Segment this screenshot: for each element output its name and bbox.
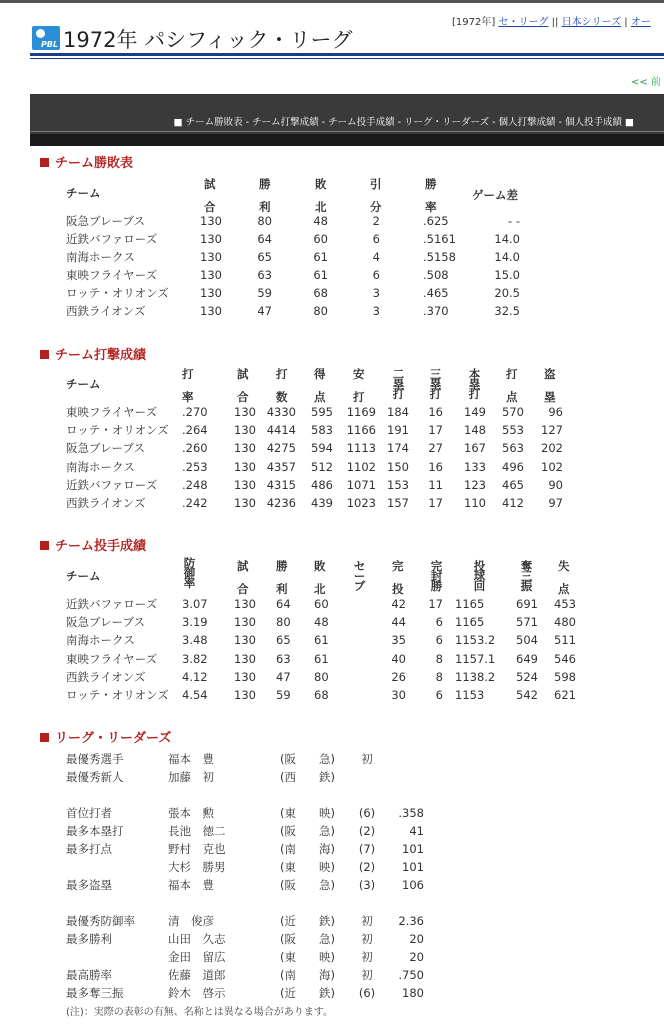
npb-logo-icon: PBL [32, 26, 60, 50]
table-cell: 80 [257, 214, 272, 228]
table-cell: 130 [234, 496, 256, 510]
table-cell: 最多盗塁 [66, 878, 112, 892]
table-cell: 1071 [346, 477, 376, 492]
col-header: 率 [425, 200, 437, 214]
table-cell: 16 [428, 405, 443, 419]
table-cell: 47 [257, 304, 272, 318]
table-cell: (2) [358, 824, 376, 838]
col-header: 勝 [259, 177, 271, 191]
table-cell: 1023 [346, 496, 376, 510]
col-header: 試 [204, 177, 216, 191]
table-cell: 1169 [346, 405, 376, 419]
col-header: 利 [259, 200, 271, 214]
table-cell: (阪 急) [280, 824, 335, 838]
col-header: 打 [276, 367, 288, 381]
table-cell: 3 [372, 304, 380, 318]
table-cell: .253 [182, 459, 208, 474]
table-cell: 130 [200, 214, 222, 228]
table-cell: 148 [464, 423, 486, 438]
table-cell: 近鉄バファローズ [66, 597, 158, 611]
table-cell: 130 [234, 405, 256, 419]
col-header: 打 [353, 390, 365, 404]
table-cell: 130 [234, 669, 256, 684]
table-cell: 101 [402, 860, 424, 874]
table-cell: 3.19 [182, 615, 208, 630]
table-cell: 130 [234, 477, 256, 492]
col-header: 合 [237, 390, 249, 404]
table-cell: .264 [182, 423, 208, 438]
table-cell: 511 [554, 633, 576, 648]
table-cell: 480 [554, 615, 576, 630]
table-cell: (阪 急) [280, 878, 335, 892]
col-header: 分 [370, 200, 382, 214]
table-cell: 61 [313, 268, 328, 282]
table-cell: 鈴木 啓示 [168, 986, 226, 1000]
section-standings-title: チーム勝敗表 [40, 152, 133, 171]
table-cell: 最多奪三振 [66, 986, 124, 1000]
table-cell: 130 [234, 597, 256, 611]
col-header: 失 [558, 559, 570, 573]
table-cell: 180 [402, 986, 424, 1000]
table-cell: ロッテ・オリオンズ [66, 688, 169, 702]
table-cell: .5158 [423, 250, 456, 264]
table-cell: 48 [313, 214, 328, 228]
table-cell: 4236 [266, 496, 296, 510]
col-header-team: チーム [66, 377, 101, 391]
table-cell: (東 映) [280, 860, 335, 874]
table-cell: 4.54 [182, 688, 208, 702]
table-cell: 14.0 [494, 232, 520, 246]
table-cell: 48 [314, 615, 329, 630]
table-cell: 4330 [266, 405, 296, 419]
table-cell: 6 [372, 232, 380, 246]
table-cell: 570 [502, 405, 524, 419]
table-cell: .270 [182, 405, 208, 419]
table-cell: 東映フライヤーズ [66, 651, 158, 666]
table-cell: 20 [409, 932, 424, 946]
col-header: 点 [506, 390, 518, 404]
table-cell: 1166 [346, 423, 376, 438]
table-cell: 近鉄バファローズ [66, 232, 158, 246]
table-cell: .242 [182, 496, 208, 510]
table-cell: .750 [398, 968, 424, 982]
table-cell: 8 [435, 669, 443, 684]
table-cell: (南 海) [280, 842, 335, 856]
table-cell: (近 鉄) [280, 986, 335, 1000]
table-cell: 64 [257, 232, 272, 246]
table-cell: 202 [541, 441, 563, 456]
col-header: 数 [276, 390, 288, 404]
table-cell: 571 [516, 615, 538, 630]
table-cell: (西 鉄) [280, 770, 335, 784]
table-cell: 130 [234, 615, 256, 630]
table-cell: 524 [516, 669, 538, 684]
col-header: 試 [237, 559, 249, 573]
col-header: 完 封 勝 [430, 559, 443, 593]
table-cell: 阪急ブレーブス [66, 214, 146, 228]
table-cell: (東 映) [280, 950, 335, 964]
col-header: 完 [392, 559, 404, 573]
table-cell: 1153 [455, 688, 485, 702]
table-cell: 123 [464, 477, 486, 492]
table-cell: (東 映) [280, 806, 335, 820]
table-cell: 清 俊彦 [168, 914, 214, 928]
col-header: 盗 [544, 367, 556, 381]
nav-bar [30, 94, 664, 146]
col-header: 投 球 回 [473, 559, 486, 593]
table-cell: 583 [311, 423, 333, 438]
table-cell: (阪 急) [280, 932, 335, 946]
table-cell: 福本 豊 [168, 752, 214, 766]
link-japan-series[interactable]: 日本シリーズ [561, 17, 622, 28]
table-cell: 542 [516, 688, 538, 702]
table-cell: 41 [409, 824, 424, 838]
table-cell: 44 [391, 615, 406, 630]
table-cell: 97 [548, 496, 563, 510]
table-cell: 西鉄ライオンズ [66, 304, 146, 318]
table-cell: 4 [372, 250, 380, 264]
table-cell: 465 [502, 477, 524, 492]
table-cell: 南海ホークス [66, 459, 135, 474]
table-cell: .625 [423, 214, 449, 228]
table-cell: (6) [358, 986, 376, 1000]
table-cell: 59 [257, 286, 272, 300]
col-header: 二 塁 打 [392, 367, 405, 401]
table-cell: 2.36 [398, 914, 424, 928]
table-cell: 504 [516, 633, 538, 648]
table-cell: 近鉄バファローズ [66, 477, 158, 492]
table-cell: 621 [554, 688, 576, 702]
table-cell: 17 [428, 597, 443, 611]
col-header: 引 [370, 177, 382, 191]
table-cell: 阪急ブレーブス [66, 615, 146, 630]
table-cell: .260 [182, 441, 208, 456]
col-header: 敗 [315, 177, 327, 191]
table-cell: 西鉄ライオンズ [66, 496, 146, 510]
table-cell: 1153.2 [455, 633, 496, 648]
table-cell: 40 [391, 651, 406, 666]
table-cell: 大杉 勝男 [168, 860, 226, 874]
table-cell: 106 [402, 878, 424, 892]
table-cell: 130 [234, 688, 256, 702]
table-cell: (阪 急) [280, 752, 335, 766]
table-cell: 6 [435, 615, 443, 630]
table-cell: 1102 [346, 459, 376, 474]
section-pitching-title: チーム投手成績 [40, 535, 146, 554]
table-cell: 90 [548, 477, 563, 492]
table-cell: 東映フライヤーズ [66, 268, 158, 282]
table-cell: 496 [502, 459, 524, 474]
table-cell: 30 [391, 688, 406, 702]
col-header: 北 [314, 582, 326, 596]
table-cell: .5161 [423, 232, 456, 246]
table-cell: 691 [516, 597, 538, 611]
table-cell: 27 [428, 441, 443, 456]
table-cell: 63 [276, 651, 291, 666]
table-cell: 130 [200, 250, 222, 264]
table-cell: 東映フライヤーズ [66, 405, 158, 419]
col-header: 奪 三 振 [520, 559, 533, 593]
table-cell: (3) [358, 878, 376, 892]
table-cell: 6 [435, 633, 443, 648]
table-cell: 61 [314, 633, 329, 648]
year-label: [1972年] [452, 17, 496, 28]
table-cell: 4.12 [182, 669, 208, 684]
table-cell: 649 [516, 651, 538, 666]
table-cell: 553 [502, 423, 524, 438]
table-cell: 佐藤 道郎 [168, 968, 226, 982]
table-cell: ロッテ・オリオンズ [66, 286, 169, 300]
table-cell: 金田 留広 [168, 950, 226, 964]
table-cell: 439 [311, 496, 333, 510]
table-cell: 68 [314, 688, 329, 702]
table-cell: 初 [361, 950, 373, 964]
table-cell: 1138.2 [455, 669, 496, 684]
col-header: 本 塁 打 [468, 367, 481, 401]
table-cell: 563 [502, 441, 524, 456]
table-cell: 最多勝利 [66, 932, 112, 946]
table-cell: 453 [554, 597, 576, 611]
table-cell: 130 [200, 304, 222, 318]
table-cell: 4414 [266, 423, 296, 438]
table-cell: 80 [313, 304, 328, 318]
table-cell: 130 [200, 232, 222, 246]
table-cell: 1165 [455, 597, 485, 611]
table-cell: 35 [391, 633, 406, 648]
section-leaders-title: リーグ・リーダーズ [40, 727, 171, 746]
col-header: 敗 [314, 559, 326, 573]
col-header: 三 塁 打 [429, 367, 442, 401]
table-cell: 61 [314, 651, 329, 666]
table-cell: 阪急ブレーブス [66, 441, 146, 456]
divider [30, 58, 664, 59]
table-cell: 3 [372, 286, 380, 300]
table-cell: 63 [257, 268, 272, 282]
table-cell: .370 [423, 304, 449, 318]
table-cell: 127 [541, 423, 563, 438]
table-cell: 福本 豊 [168, 878, 214, 892]
table-cell: 546 [554, 651, 576, 666]
col-header: 打 [182, 367, 194, 381]
table-cell: 64 [276, 597, 291, 611]
table-cell: 20.5 [494, 286, 520, 300]
table-cell: 157 [387, 496, 409, 510]
col-header: 点 [314, 390, 326, 404]
table-cell: 17 [428, 496, 443, 510]
table-cell: 150 [387, 459, 409, 474]
table-cell: 4315 [266, 477, 296, 492]
table-cell: 17 [428, 423, 443, 438]
col-header: 合 [204, 200, 216, 214]
table-cell: 最多打点 [66, 842, 112, 856]
table-cell: ロッテ・オリオンズ [66, 423, 169, 438]
table-cell: 15.0 [494, 268, 520, 282]
table-cell: 初 [361, 914, 373, 928]
table-cell: 初 [361, 752, 373, 766]
table-cell: 130 [234, 651, 256, 666]
table-cell: 山田 久志 [168, 932, 226, 946]
section-batting-title: チーム打撃成績 [40, 344, 146, 363]
table-cell: 68 [313, 286, 328, 300]
table-cell: .358 [398, 806, 424, 820]
table-cell: 野村 克也 [168, 842, 226, 856]
table-cell: 最高勝率 [66, 968, 112, 982]
table-cell: 130 [200, 268, 222, 282]
table-cell: 130 [234, 459, 256, 474]
table-cell: 1113 [346, 441, 376, 456]
table-cell: 20 [409, 950, 424, 964]
col-header: セ ー ブ [353, 559, 366, 593]
col-header: 塁 [544, 390, 556, 404]
table-cell: 96 [548, 405, 563, 419]
col-header: 勝 [425, 177, 437, 191]
table-cell: (南 海) [280, 968, 335, 982]
table-cell: 南海ホークス [66, 250, 135, 264]
col-header: 点 [558, 582, 570, 596]
table-cell: 4275 [266, 441, 296, 456]
col-header: 安 [353, 367, 365, 381]
table-cell: 65 [257, 250, 272, 264]
prev-link[interactable]: << 前 [631, 77, 661, 88]
table-cell: 初 [361, 968, 373, 982]
table-cell: 133 [464, 459, 486, 474]
table-cell: 3.48 [182, 633, 208, 648]
col-header-team: チーム [66, 569, 101, 583]
divider [30, 53, 664, 56]
table-cell: 2 [372, 214, 380, 228]
table-cell: 59 [276, 688, 291, 702]
table-cell: 130 [234, 423, 256, 438]
table-cell: 長池 徳二 [168, 824, 226, 838]
table-cell: 60 [313, 232, 328, 246]
col-header-team: チーム [66, 186, 101, 200]
table-cell: 4357 [266, 459, 296, 474]
table-cell: 6 [372, 268, 380, 282]
table-cell: 47 [276, 669, 291, 684]
table-cell: 191 [387, 423, 409, 438]
top-border [0, 0, 664, 3]
table-cell: 60 [314, 597, 329, 611]
table-cell: 110 [464, 496, 486, 510]
table-cell: 最優秀選手 [66, 752, 124, 766]
table-cell: 512 [311, 459, 333, 474]
col-header: 率 [182, 390, 194, 404]
table-cell: 42 [391, 597, 406, 611]
table-cell: 6 [435, 688, 443, 702]
col-header: 北 [315, 200, 327, 214]
col-header: 得 [314, 367, 326, 381]
table-cell: 130 [234, 441, 256, 456]
table-cell: 130 [234, 633, 256, 648]
col-header: 打 [506, 367, 518, 381]
table-cell: 412 [502, 496, 524, 510]
table-cell: .465 [423, 286, 449, 300]
table-cell: 1157.1 [455, 651, 496, 666]
table-cell: 153 [387, 477, 409, 492]
top-links: [1972年] セ・リーグ || 日本シリーズ | オー [452, 17, 651, 28]
table-cell: (2) [358, 860, 376, 874]
table-cell: 14.0 [494, 250, 520, 264]
table-cell: 首位打者 [66, 806, 112, 820]
table-cell: 初 [361, 932, 373, 946]
table-cell: .508 [423, 268, 449, 282]
table-cell: 8 [435, 651, 443, 666]
table-cell: 598 [554, 669, 576, 684]
table-cell: 11 [428, 477, 443, 492]
table-cell: 南海ホークス [66, 633, 135, 648]
link-central-league[interactable]: セ・リーグ [498, 17, 549, 28]
table-cell: (近 鉄) [280, 914, 335, 928]
table-cell: 3.07 [182, 597, 208, 611]
col-header: 投 [392, 582, 404, 596]
footnote: (注)：実際の表彰の有無、名称とは異なる場合があります。 [66, 1007, 334, 1018]
table-cell: 65 [276, 633, 291, 648]
table-cell: 32.5 [494, 304, 520, 318]
table-cell: 80 [314, 669, 329, 684]
table-cell: 最優秀防御率 [66, 914, 135, 928]
link-allstar[interactable]: オー [630, 17, 651, 28]
table-cell: 167 [464, 441, 486, 456]
page-title: PBL 1972年 パシフィック・リーグ [32, 24, 352, 54]
table-cell: (7) [358, 842, 376, 856]
table-cell: 26 [391, 669, 406, 684]
col-header: 試 [237, 367, 249, 381]
table-cell: 61 [313, 250, 328, 264]
table-cell: - - [508, 214, 520, 228]
table-cell: 張本 勲 [168, 806, 214, 820]
table-cell: 101 [402, 842, 424, 856]
nav-links[interactable]: ■ チーム勝敗表 - チーム打撃成績 - チーム投手成績 - リーグ・リーダーズ - 個人打撃成績 - 個人投手成績 ■ [173, 117, 634, 128]
table-cell: 486 [311, 477, 333, 492]
table-cell: 594 [311, 441, 333, 456]
table-cell: 174 [387, 441, 409, 456]
table-cell: 最優秀新人 [66, 770, 124, 784]
table-cell: 加藤 初 [168, 770, 214, 784]
col-header: ゲーム差 [472, 188, 518, 202]
col-header: 勝 [276, 559, 288, 573]
table-cell: 149 [464, 405, 486, 419]
table-cell: 130 [200, 286, 222, 300]
table-cell: 3.82 [182, 651, 208, 666]
table-cell: 184 [387, 405, 409, 419]
table-cell: .248 [182, 477, 208, 492]
col-header: 防 御 率 [183, 556, 196, 590]
col-header: 合 [237, 582, 249, 596]
table-cell: 最多本塁打 [66, 824, 124, 838]
col-header: 利 [276, 582, 288, 596]
table-cell: 1165 [455, 615, 485, 630]
table-cell: 595 [311, 405, 333, 419]
table-cell: 80 [276, 615, 291, 630]
table-cell: 西鉄ライオンズ [66, 669, 146, 684]
table-cell: 16 [428, 459, 443, 474]
table-cell: (6) [358, 806, 376, 820]
table-cell: 102 [541, 459, 563, 474]
